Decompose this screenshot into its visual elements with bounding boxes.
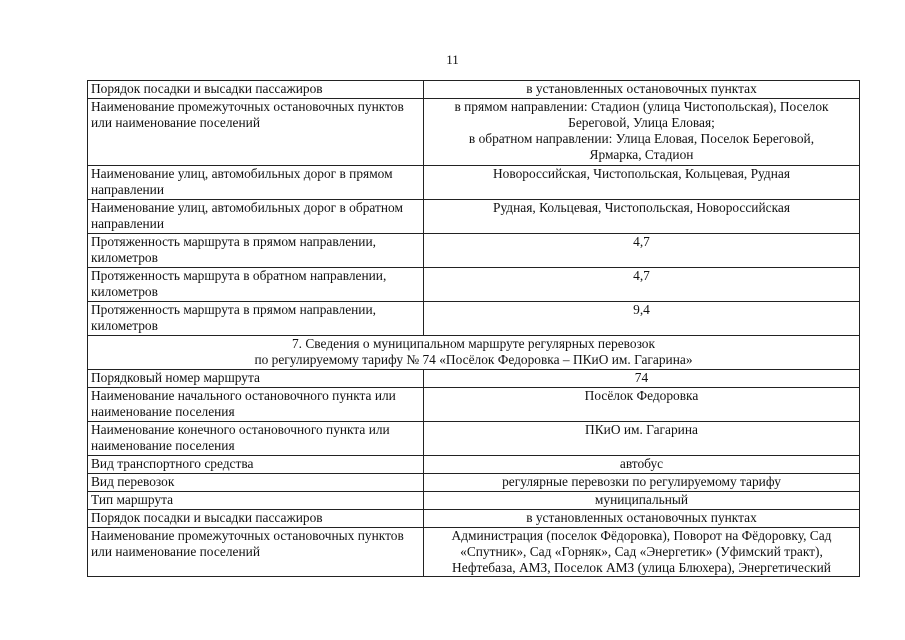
table-row <box>88 166 860 200</box>
row-label: Протяженность маршрута в прямом направлении, километров <box>88 234 424 268</box>
row-value: автобус <box>424 456 860 474</box>
value-line: Нефтебаза, АМЗ, Поселок АМЗ (улица Блюхера), Энергетический <box>452 560 831 575</box>
row-label: Порядковый номер маршрута <box>88 370 424 388</box>
row-label: Наименование промежуточных остановочных пунктов или наименование поселений <box>88 528 424 577</box>
row-value: 9,4 <box>424 302 860 336</box>
section-header-row <box>88 336 860 370</box>
row-value: муниципальный <box>424 492 860 510</box>
row-value <box>424 528 860 577</box>
row-label: Наименование улиц, автомобильных дорог в обратном направлении <box>88 200 424 234</box>
row-label: Наименование улиц, автомобильных дорог в прямом направлении <box>88 166 424 200</box>
row-label: Порядок посадки и высадки пассажиров <box>88 510 424 528</box>
page-number: 11 <box>446 52 459 67</box>
table-row <box>88 268 860 302</box>
row-label: Наименование начального остановочного пункта или наименование поселения <box>88 388 424 422</box>
table-row <box>88 234 860 268</box>
value-line: Администрация (поселок Фёдоровка), Поворот на Фёдоровку, Сад <box>451 528 832 543</box>
table-row <box>88 302 860 336</box>
table-row <box>88 510 860 528</box>
table-row <box>88 370 860 388</box>
row-value <box>424 99 860 166</box>
table-row <box>88 456 860 474</box>
section-heading <box>88 336 860 370</box>
row-label: Наименование конечного остановочного пункта или наименование поселения <box>88 422 424 456</box>
value-line: Береговой, Улица Еловая; <box>568 115 715 130</box>
row-value: 4,7 <box>424 234 860 268</box>
row-label: Протяженность маршрута в прямом направлении, километров <box>88 302 424 336</box>
table-row <box>88 492 860 510</box>
table-row <box>88 388 860 422</box>
row-value: 74 <box>424 370 860 388</box>
table-row <box>88 99 860 166</box>
table-row <box>88 528 860 577</box>
value-line: «Спутник», Сад «Горняк», Сад «Энергетик» (Уфимский тракт), <box>460 544 823 559</box>
section-heading-line: 7. Сведения о муниципальном маршруте регулярных перевозок <box>291 336 655 351</box>
row-value: в установленных остановочных пунктах <box>424 81 860 99</box>
row-label: Вид перевозок <box>88 474 424 492</box>
row-label: Вид транспортного средства <box>88 456 424 474</box>
value-line: Ярмарка, Стадион <box>589 147 694 162</box>
row-value: Рудная, Кольцевая, Чистопольская, Новороссийская <box>424 200 860 234</box>
row-value: Новороссийская, Чистопольская, Кольцевая, Рудная <box>424 166 860 200</box>
table-row <box>88 474 860 492</box>
route-info-table <box>87 80 860 577</box>
row-value: регулярные перевозки по регулируемому тарифу <box>424 474 860 492</box>
table-row <box>88 200 860 234</box>
table-row <box>88 422 860 456</box>
row-value: 4,7 <box>424 268 860 302</box>
table-row <box>88 81 860 99</box>
row-label: Тип маршрута <box>88 492 424 510</box>
row-value: ПКиО им. Гагарина <box>424 422 860 456</box>
row-label: Наименование промежуточных остановочных пунктов или наименование поселений <box>88 99 424 166</box>
row-value: в установленных остановочных пунктах <box>424 510 860 528</box>
section-heading-line: по регулируемому тарифу № 74 «Посёлок Федоровка – ПКиО им. Гагарина» <box>254 352 693 367</box>
value-line: в обратном направлении: Улица Еловая, Поселок Береговой, <box>468 131 815 146</box>
value-line: в прямом направлении: Стадион (улица Чистопольская), Поселок <box>454 99 829 114</box>
row-value: Посёлок Федоровка <box>424 388 860 422</box>
row-label: Протяженность маршрута в обратном направлении, километров <box>88 268 424 302</box>
row-label: Порядок посадки и высадки пассажиров <box>88 81 424 99</box>
